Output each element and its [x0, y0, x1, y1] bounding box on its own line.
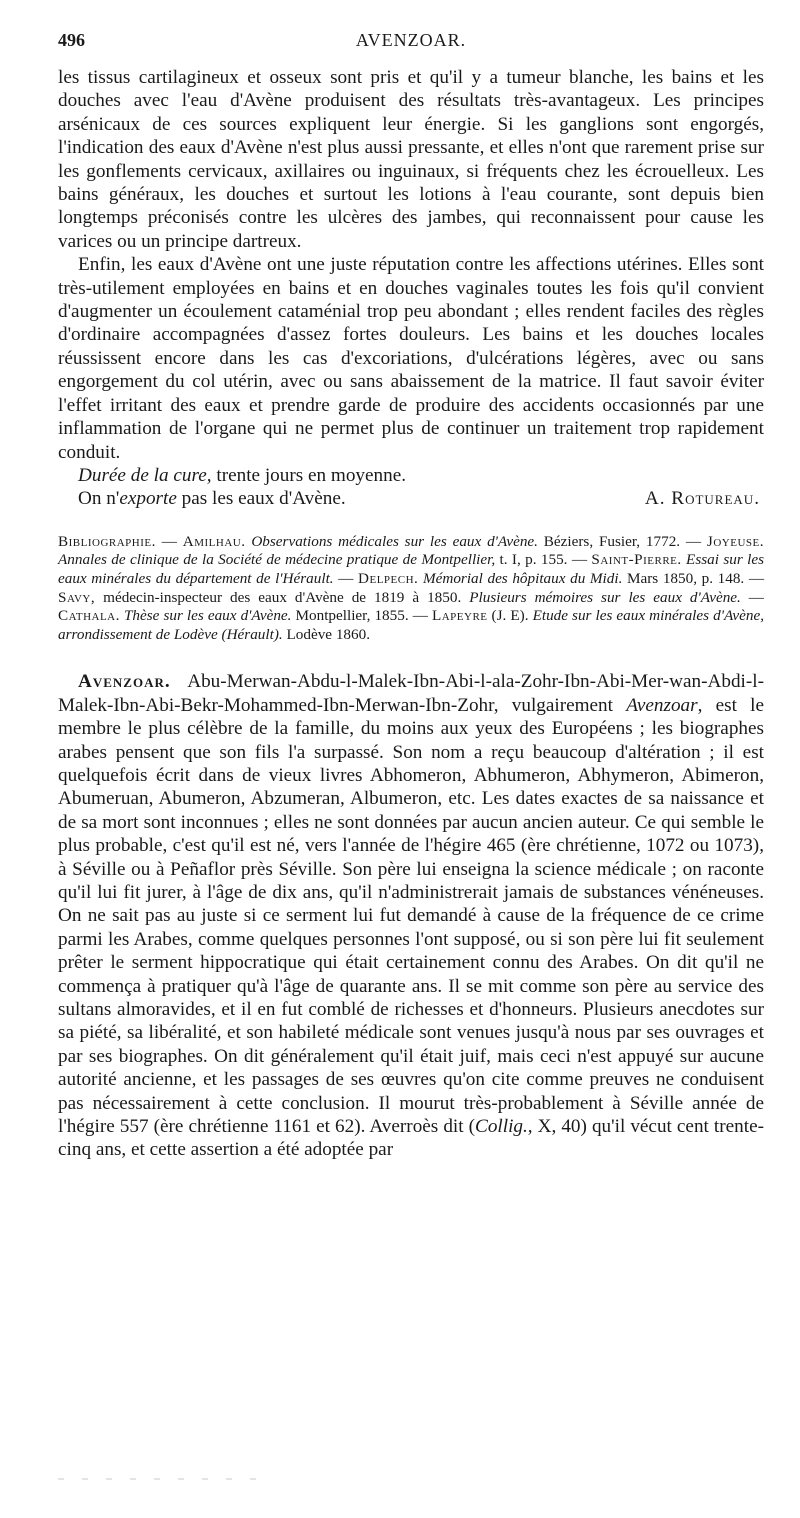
- bibliography-label: Bibliographie.: [58, 532, 156, 550]
- bibliography-segment: Amilhau.: [182, 532, 246, 550]
- bibliography-segment: —: [740, 588, 764, 606]
- bibliography-segment: —: [333, 569, 359, 587]
- bibliography-segment: Lapeyre: [431, 607, 488, 625]
- bibliography-segment: médecin-inspecteur des eaux d'Avène de 1819 à 1850.: [95, 588, 462, 606]
- entry-paragraph: [58, 670, 764, 1162]
- bibliography-segment: Thèse sur les eaux d'Avène.: [119, 607, 292, 625]
- export-sentence: [78, 487, 346, 510]
- bibliography-segment: (J. E).: [487, 607, 529, 625]
- running-title: AVENZOAR.: [355, 30, 467, 50]
- entry-vulgar-name: Avenzoar: [626, 694, 698, 716]
- preceding-article: [58, 66, 764, 511]
- export-signature-line: [58, 487, 764, 510]
- scan-noise-divider: [58, 1478, 258, 1480]
- export-suffix: pas les eaux d'Avène.: [176, 488, 346, 510]
- duration-label: Durée de la cure,: [78, 464, 212, 486]
- bibliography-segment: Annales de clinique de la Société de médecine pratique de Montpellier,: [58, 551, 496, 569]
- bibliography-entries: [58, 533, 764, 643]
- entry-citation: Collig.: [475, 1116, 528, 1137]
- bibliography-segment: Delpech.: [358, 569, 419, 587]
- page-header: [58, 30, 764, 56]
- export-italic: exporte: [119, 488, 177, 510]
- cure-duration-line: [58, 464, 764, 487]
- author-signature: A. Rotureau.: [644, 488, 760, 510]
- export-prefix: On n': [78, 488, 120, 510]
- page-number: 496: [58, 30, 85, 50]
- entry-headword: Avenzoar.: [78, 671, 171, 693]
- avenzoar-entry: [58, 670, 764, 1162]
- bibliography: [58, 533, 764, 645]
- duration-value: trente jours en moyenne.: [211, 464, 407, 486]
- bibliography-segment: Etude sur les eaux minérales d'Avène, arrondissement de Lodève (Hérault).: [58, 607, 765, 643]
- bibliography-segment: Lodève 1860.: [282, 625, 370, 643]
- entry-ending: , X, 40) qu'il vécut cent trente-cinq ans, et cette assertion a été adoptée par: [58, 1116, 764, 1161]
- bibliography-segment: Essai sur les eaux minérales du département de l'Hérault.: [58, 551, 764, 587]
- bibliography-segment: Montpellier, 1855. —: [291, 607, 432, 625]
- bibliography-segment: Joyeuse.: [706, 532, 765, 550]
- bibliography-segment: Saint-Pierre.: [591, 551, 682, 569]
- article-paragraph-2: Enfin, les eaux d'Avène ont une juste réputation contre les affections utérines. Elles sont très-utilement employées en bains et en douches vaginales toutes les fois qu'il convient d'augmenter un écoulement cataménial trop peu abondant ; elles rendent faciles des règles d'ordinaire accompagnées d'assez fortes douleurs. Les bains et les douches locales réussissent encore dans les cas d'excoriations, d'ulcérations légères, avec ou sans engorgement du col utérin, avec ou sans abaissement de la matrice. Il faut savoir éviter l'effet irritant des eaux et prendre garde de produire des accidents occasionnés par une inflammation de l'organe qui ne permet plus de continuer un traitement trop rapidement conduit.: [58, 254, 764, 463]
- bibliography-segment: —: [155, 532, 183, 550]
- article-paragraph-1: les tissus cartilagineux et osseux sont pris et qu'il y a tumeur blanche, les bains et les douches avec l'eau d'Avène produisent des résultats très-avantageux. Les principes arsénicaux de ces sources expliquent leur énergie. Si les ganglions sont engorgés, l'indication des eaux d'Avène n'est plus aussi pressante, et elles n'ont que rarement prise sur les gonflements cervicaux, axillaires ou inguinaux, si fréquents chez les écrouelleux. Les bains généraux, les douches et surtout les lotions à l'eau courante, sont depuis bien longtemps préconisés contre les ulcères des jambes, qui reconnaissent pour cause les varices ou un principe dartreux.: [58, 67, 764, 252]
- bibliography-segment: Cathala.: [58, 607, 120, 625]
- entry-body: , est le membre le plus célèbre de la famille, du moins aux yeux des Européens ; les biographes arabes pensent que son fils l'a surpassé. Son nom a reçu beaucoup d'altération ; il est quelquefois écrit dans de vieux livres Abhomeron, Abhumeron, Abhymeron, Abimeron, Abumeruan, Abumeron, Abzumeran, Albumeron, etc. Les dates exactes de sa naissance et de sa mort sont inconnues ; elles ne sont données par aucun ancien auteur. Ce qui semble le plus probable, c'est qu'il est né, vers l'année de l'hégire 465 (ère chrétienne, 1072 ou 1073), à Séville ou à Peñaflor près Séville. Son père lui enseigna la science médicale ; on raconte qu'il lui fit jurer, à l'âge de dix ans, qu'il n'administrerait jamais de substances vénéneuses. On ne sait pas au juste si ce serment lui fut demandé à cause de la fréquence de ce crime parmi les Arabes, comme quelques personnes l'ont supposé, ou si son père lui fit seulement prêter le serment hippocratique qui était certainement connu des Arabes. On dit qu'il ne commença à pratiquer qu'à l'âge de quarante ans. Il se mit comme son père au service des sultans almoravides, et il en fut comblé de richesses et d'honneurs. Plusieurs anecdotes sur sa piété, sa libéralité, et son habileté médicale sont venues jusqu'à nous par ses ouvrages et par ses biographes. On dit généralement qu'il était juif, mais ceci n'est appuyé sur aucune autorité ancienne, et les passages de ses œuvres qu'on cite comme preuves ne conduisent pas nécessairement à cette conclusion. Il mourut très-probablement à Séville année de l'hégire 557 (ère chrétienne 1161 et 62). Averroès dit (: [58, 694, 764, 1137]
- bibliography-segment: Mémorial des hôpitaux du Midi.: [418, 569, 623, 587]
- bibliography-segment: t. I, p. 155. —: [495, 551, 592, 569]
- bibliography-segment: Mars 1850, p. 148. —: [622, 569, 765, 587]
- bibliography-segment: Béziers, Fusier, 1772. —: [537, 532, 707, 550]
- entry-intro: Abu-Merwan-Abdu-l-Malek-Ibn-Abi-l-ala-Zohr-Ibn-Abi-Mer-wan-Abdi-l-Malek-Ibn-Abi-Bekr-Mohammed-Ibn-Merwan-Ibn-Zohr, vulgairement: [58, 671, 764, 716]
- bibliography-segment: Plusieurs mémoires sur les eaux d'Avène.: [461, 588, 741, 606]
- bibliography-segment: Savy,: [58, 588, 96, 606]
- bibliography-segment: Observations médicales sur les eaux d'Avène.: [245, 532, 538, 550]
